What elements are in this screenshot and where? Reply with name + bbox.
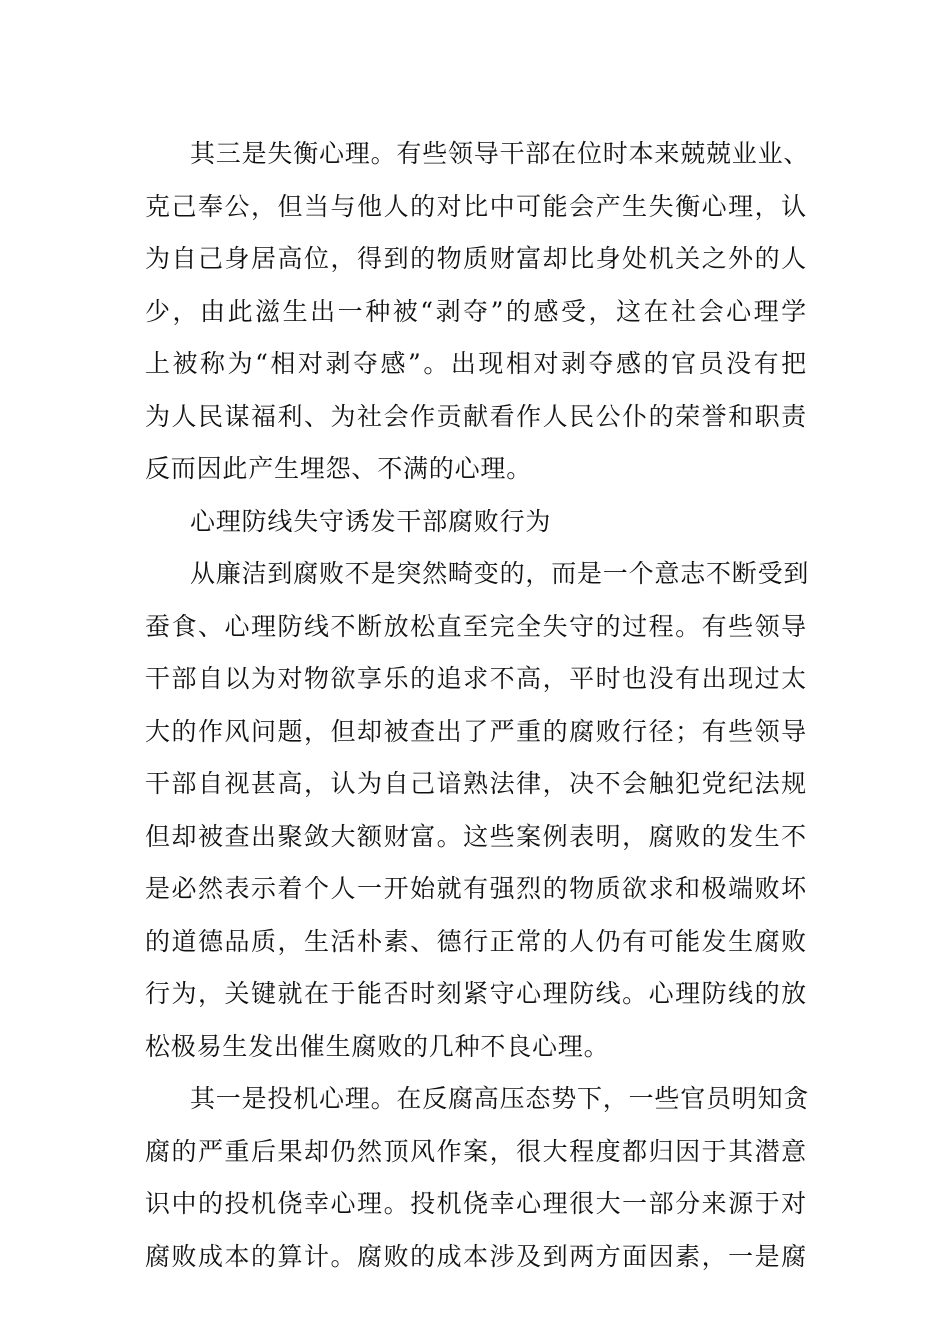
text-line: 识中的投机侥幸心理。投机侥幸心理很大一部分来源于对	[145, 1189, 807, 1218]
text-line: 其一是投机心理。在反腐高压态势下，一些官员明知贪	[190, 1084, 810, 1113]
section-heading	[145, 496, 807, 549]
text-line: 行为，关键就在于能否时刻紧守心理防线。心理防线的放	[145, 979, 807, 1008]
paragraph-psychological-defense	[145, 548, 810, 1073]
paragraph-speculative-psychology	[145, 1073, 810, 1283]
text-line: 为自己身居高位，得到的物质财富却比身处机关之外的人	[145, 244, 807, 273]
text-line: 大的作风问题，但却被查出了严重的腐败行径；有些领导	[145, 716, 807, 746]
text-line: 反而因此产生埋怨、不满的心理。	[145, 454, 533, 483]
text-line: 蚕食、心理防线不断放松直至完全失守的过程。有些领导	[145, 611, 807, 641]
text-line: 克己奉公，但当与他人的对比中可能会产生失衡心理，认	[145, 191, 807, 221]
text-line: 但却被查出聚敛大额财富。这些案例表明，腐败的发生不	[145, 821, 807, 851]
text-line: 是必然表示着个人一开始就有强烈的物质欲求和极端败坏	[145, 874, 807, 903]
text-line: 为人民谋福利、为社会作贡献看作人民公仆的荣誉和职责	[145, 401, 807, 431]
document-body	[145, 128, 810, 1283]
text-line: 腐的严重后果却仍然顶风作案，很大程度都归因于其潜意	[145, 1136, 807, 1166]
text-line: 干部自视甚高，认为自己谙熟法律，决不会触犯党纪法规	[145, 769, 807, 798]
text-line: 其三是失衡心理。有些领导干部在位时本来兢兢业业、	[190, 139, 810, 168]
text-line: 的道德品质，生活朴素、德行正常的人仍有可能发生腐败	[145, 926, 807, 956]
heading-text: 心理防线失守诱发干部腐败行为	[190, 506, 552, 536]
text-line: 松极易生发出催生腐败的几种不良心理。	[145, 1031, 610, 1061]
text-line: 上被称为“相对剥夺感”。出现相对剥夺感的官员没有把	[145, 349, 807, 378]
text-line: 干部自以为对物欲享乐的追求不高，平时也没有出现过太	[145, 664, 807, 693]
paragraph-imbalance-psychology	[145, 128, 810, 496]
text-line: 从廉洁到腐败不是突然畸变的，而是一个意志不断受到	[190, 559, 810, 588]
text-line: 少，由此滋生出一种被“剥夺”的感受，这在社会心理学	[145, 296, 807, 326]
text-line: 腐败成本的算计。腐败的成本涉及到两方面因素，一是腐	[145, 1241, 807, 1271]
